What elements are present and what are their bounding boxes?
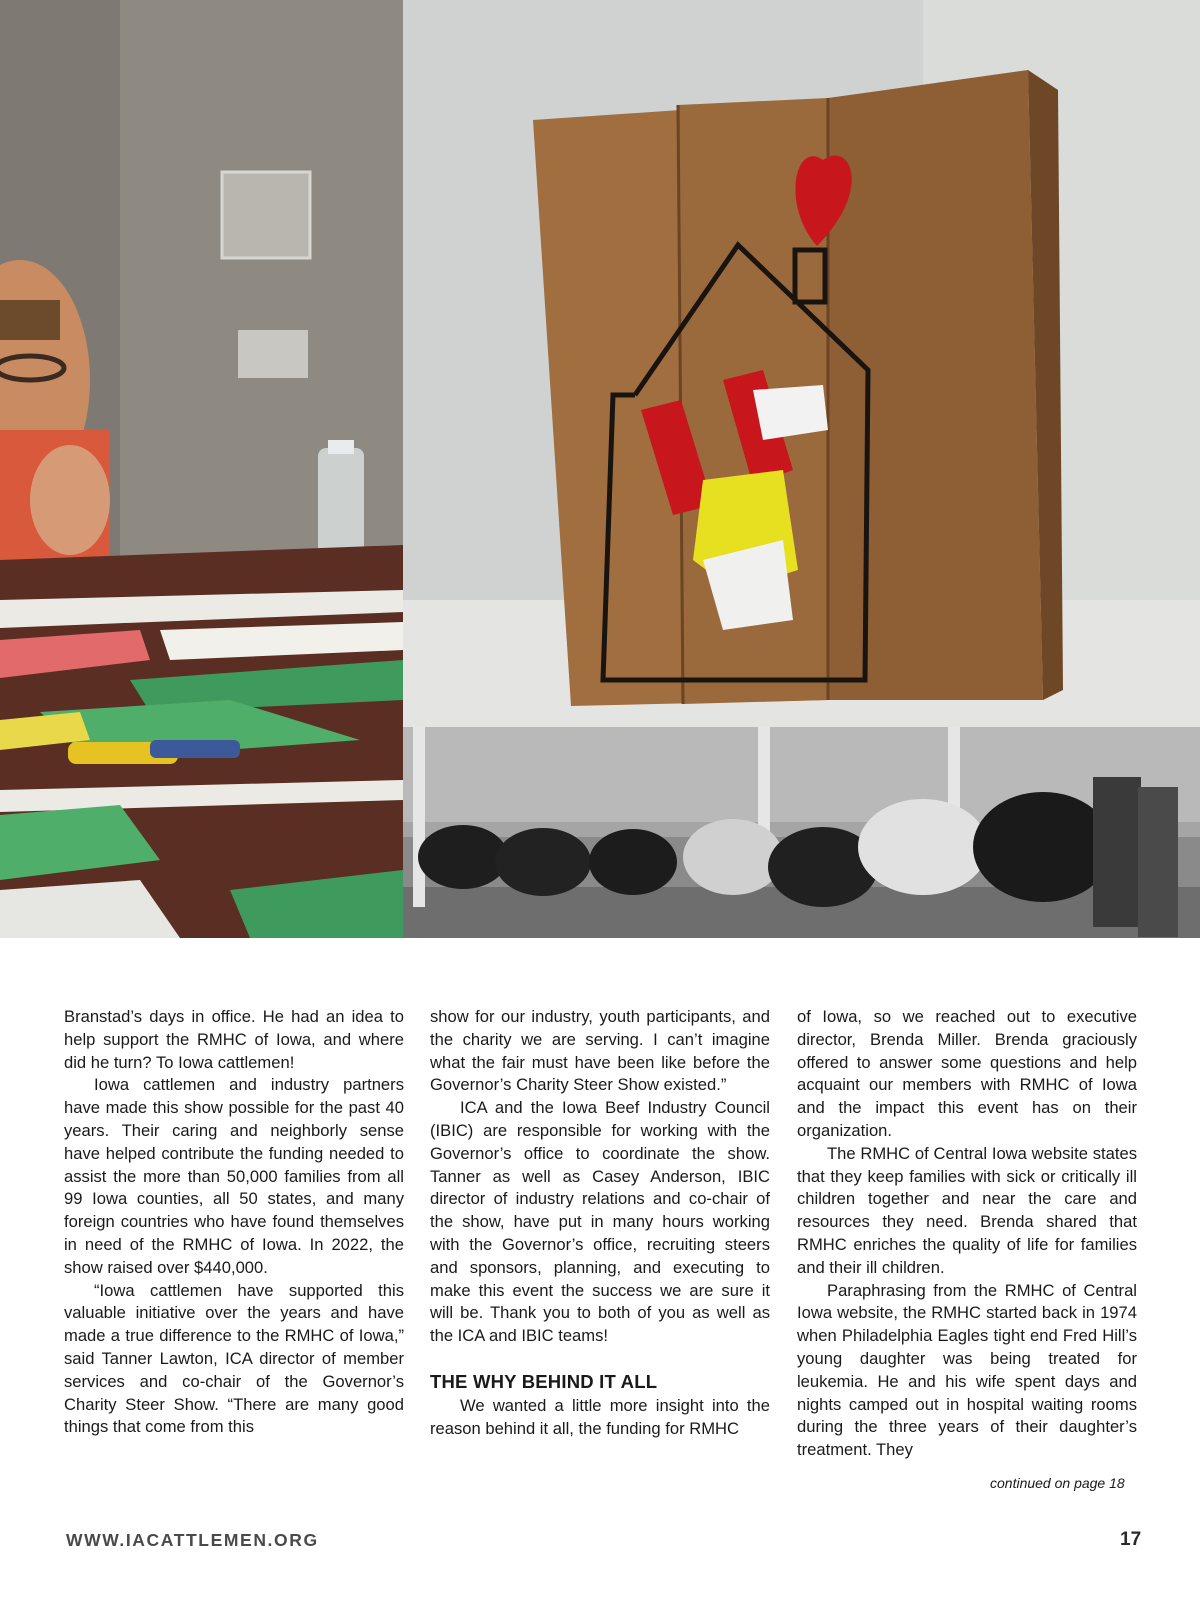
paragraph: of Iowa, so we reached out to executive director, Brenda Miller. Brenda graciously offered to answer some questions and help acquaint our members with RMHC of Iowa and the impact this event has on their organization. xyxy=(797,1007,1137,1140)
paragraph: We wanted a little more insight into the reason behind it all, the funding for RMHC xyxy=(430,1395,770,1438)
article-column-3 xyxy=(797,1006,1137,1462)
article-column-1 xyxy=(64,1006,404,1439)
paragraph: “Iowa cattlemen have supported this valuable initiative over the years and have made a true difference to the RMHC of Iowa,” said Tanner Lawton, ICA director of member services and co-chair of the Governor’s Charity Steer Show. “There are many good things that come from this xyxy=(64,1280,404,1437)
photo-steer-show xyxy=(403,727,1200,938)
photo-craft-table xyxy=(0,0,403,938)
footer-url: WWW.IACATTLEMEN.ORG xyxy=(66,1530,319,1550)
section-heading: THE WHY BEHIND IT ALL xyxy=(430,1370,658,1392)
paragraph: The RMHC of Central Iowa website states that they keep families with sick or critically ill children together and near the care and resources they need. Brenda shared that RMHC enriches the quality of life for families and their ill children. xyxy=(797,1143,1137,1277)
paragraph: Paraphrasing from the RMHC of Central Iowa website, the RMHC started back in 1974 when Philadelphia Eagles tight end Fred Hill’s young daughter was being treated for leukemia. He and his wife spent days and nights camped out in hospital waiting rooms during the three years of their daughter’s treatment. They xyxy=(797,1280,1137,1460)
article-column-2 xyxy=(430,1006,770,1441)
page-number: 17 xyxy=(1120,1529,1142,1550)
paragraph: ICA and the Iowa Beef Industry Council (IBIC) are responsible for working with the Governor’s office to coordinate the show. Tanner as well as Casey Anderson, IBIC director of industry relations and co-chair of the show, have put in many hours working with the Governor’s office, recruiting steers and sponsors, planning, and executing to make this event the success we are sure it will be. Thank you to both of you as well as the ICA and IBIC teams! xyxy=(430,1098,770,1346)
paragraph: show for our industry, youth participants, and the charity we are serving. I can’t imagine what the fair must have been like before the Governor’s Charity Steer Show existed.” xyxy=(430,1007,770,1095)
continued-note: continued on page 18 xyxy=(990,1475,1125,1491)
paragraph: Iowa cattlemen and industry partners have made this show possible for the past 40 years. Their caring and neighborly sense have helped contribute the funding needed to assist the more than 50,000 families from all 99 Iowa counties, all 50 states, and many foreign countries who have found themselves in need of the RMHC of Iowa. In 2022, the show raised over $440,000. xyxy=(64,1075,404,1277)
paragraph: Branstad’s days in office. He had an idea to help support the RMHC of Iowa, and where did he turn? To Iowa cattlemen! xyxy=(64,1007,404,1072)
photo-string-art-sign xyxy=(403,0,1200,727)
